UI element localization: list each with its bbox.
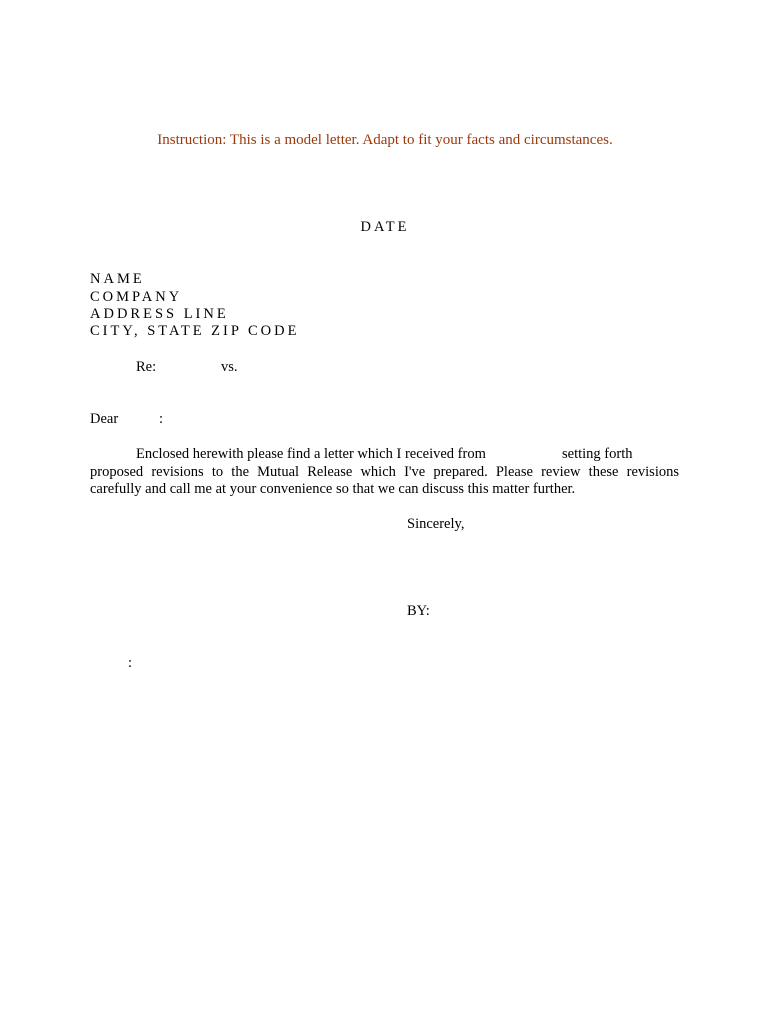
body-line-2: proposed revisions to the Mutual Release which I've prepared. Please review these revisions (90, 464, 679, 480)
footer-colon: : (128, 655, 133, 671)
closing-by: BY: (407, 603, 430, 619)
closing-sincerely: Sincerely, (407, 516, 465, 532)
recipient-company: COMPANY (90, 289, 183, 305)
versus-label: vs. (221, 359, 238, 375)
body-line-3: carefully and call me at your convenience so that we can discuss this matter further. (90, 481, 576, 497)
letter-date: DATE (360, 219, 410, 235)
body-line-1-end: setting forth (562, 446, 633, 462)
body-line-1-start: Enclosed herewith please find a letter which I received from (136, 446, 486, 462)
recipient-city-state-zip: CITY, STATE ZIP CODE (90, 323, 300, 339)
re-label: Re: (136, 359, 157, 375)
recipient-name: NAME (90, 271, 145, 287)
salutation-dear: Dear (90, 411, 119, 427)
recipient-address-line: ADDRESS LINE (90, 306, 229, 322)
instruction-note: Instruction: This is a model letter. Adapt to fit your facts and circumstances. (157, 132, 613, 148)
salutation-colon: : (159, 411, 164, 427)
